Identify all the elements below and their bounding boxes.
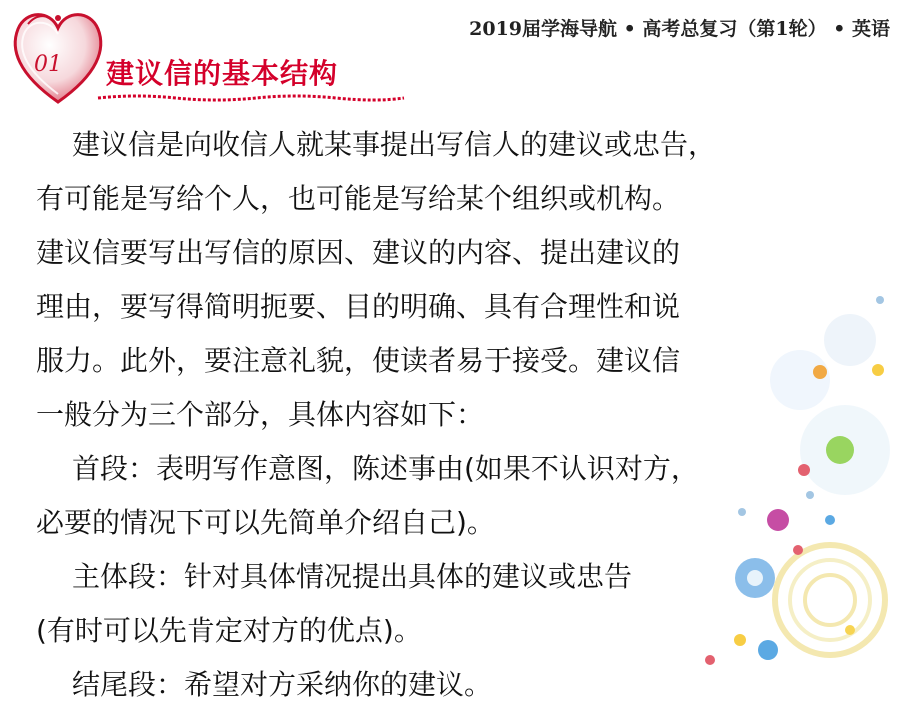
- body-line: 首段：表明写作意图，陈述事由(如果不认识对方，: [72, 452, 699, 485]
- body-line: 服力。此外，要注意礼貌，使读者易于接受。建议信: [36, 344, 681, 377]
- body-line: 建议信要写出写信的原因、建议的内容、提出建议的: [36, 236, 681, 269]
- body-line: 一般分为三个部分，具体内容如下：: [36, 398, 485, 431]
- bubbles-decoration: [680, 220, 900, 675]
- title-underline: [96, 92, 406, 104]
- body-line: 理由，要写得简明扼要、目的明确、具有合理性和说: [36, 290, 681, 323]
- body-line: 结尾段：希望对方采纳你的建议。: [72, 668, 493, 701]
- section-title: 建议信的基本结构: [106, 57, 339, 90]
- body-line: 必要的情况下可以先简单介绍自己)。: [36, 506, 495, 539]
- body-line: 有可能是写给个人，也可能是写给某个组织或机构。: [36, 182, 681, 215]
- section-number: 01: [34, 52, 62, 77]
- body-line: 主体段：针对具体情况提出具体的建议或忠告: [72, 560, 633, 593]
- body-line: (有时可以先肯定对方的优点)。: [36, 614, 422, 647]
- body-line: 建议信是向收信人就某事提出写信人的建议或忠告，: [72, 128, 717, 161]
- header-title: 2019届学海导航 • 高考总复习（第1轮） • 英语: [469, 18, 890, 40]
